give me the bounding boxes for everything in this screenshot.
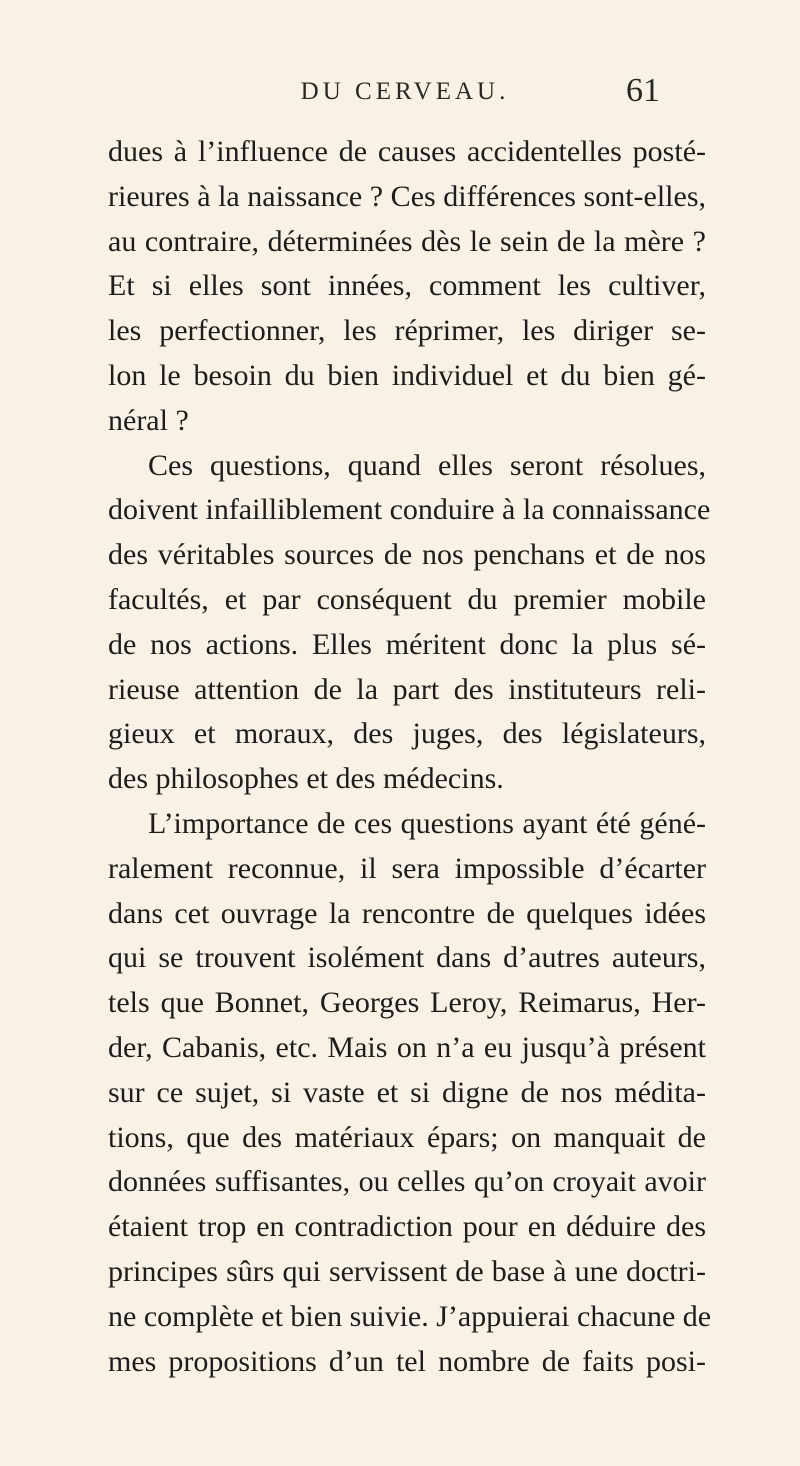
text-line: mes propositions d’un tel nombre de faits posi-: [108, 1344, 706, 1378]
paragraph-end-line: néral ?: [108, 403, 189, 437]
text-line: lon le besoin du bien individuel et du bien gé-: [108, 358, 706, 392]
text-line: qui se trouvent isolément dans d’autres auteurs,: [108, 941, 706, 975]
text-line: ne complète et bien suivie. J’appuierai chacune de: [108, 1299, 712, 1333]
text-line: principes sûrs qui servissent de base à une doctri-: [108, 1254, 706, 1288]
text-line: données suffisantes, ou celles qu’on croyait avoir: [108, 1165, 706, 1199]
running-head: [215, 72, 660, 118]
text-line: les perfectionner, les réprimer, les diriger se-: [108, 314, 706, 348]
body-text: [108, 130, 712, 1384]
text-line: facultés, et par conséquent du premier mobile: [108, 582, 706, 616]
text-line: étaient trop en contradiction pour en déduire des: [108, 1210, 706, 1244]
text-line: rieuse attention de la part des instituteurs reli-: [108, 672, 706, 706]
text-line: tels que Bonnet, Georges Leroy, Reimarus, Her-: [108, 986, 706, 1020]
text-line: Et si elles sont innées, comment les cultiver,: [108, 269, 706, 303]
text-line: tions, que des matériaux épars; on manquait de: [108, 1120, 706, 1154]
text-line: doivent infailliblement conduire à la connaissance: [108, 493, 711, 527]
text-line: dans cet ouvrage la rencontre de quelques idées: [108, 896, 706, 930]
text-line: de nos actions. Elles méritent donc la plus sé-: [108, 627, 706, 661]
paragraph-end-line: des philosophes et des médecins.: [108, 762, 504, 796]
text-line: der, Cabanis, etc. Mais on n’a eu jusqu’à présent: [108, 1030, 706, 1064]
text-line: dues à l’influence de causes accidentelles posté-: [108, 135, 706, 168]
paragraph-start-line: L’importance de ces questions ayant été géné-: [148, 806, 706, 840]
text-line: des véritables sources de nos penchans et de nos: [108, 538, 706, 572]
text-line: rieures à la naissance ? Ces différences sont-elles,: [108, 179, 706, 213]
text-line: au contraire, déterminées dès le sein de la mère ?: [108, 224, 706, 258]
paragraph-start-line: Ces questions, quand elles seront résolues,: [148, 448, 706, 482]
page-number: 61: [626, 72, 660, 109]
text-line: sur ce sujet, si vaste et si digne de nos médita-: [108, 1075, 706, 1109]
running-title: DU CERVEAU.: [300, 78, 510, 105]
text-line: gieux et moraux, des juges, des législateurs,: [108, 717, 706, 751]
text-line: ralement reconnue, il sera impossible d’écarter: [108, 851, 706, 885]
